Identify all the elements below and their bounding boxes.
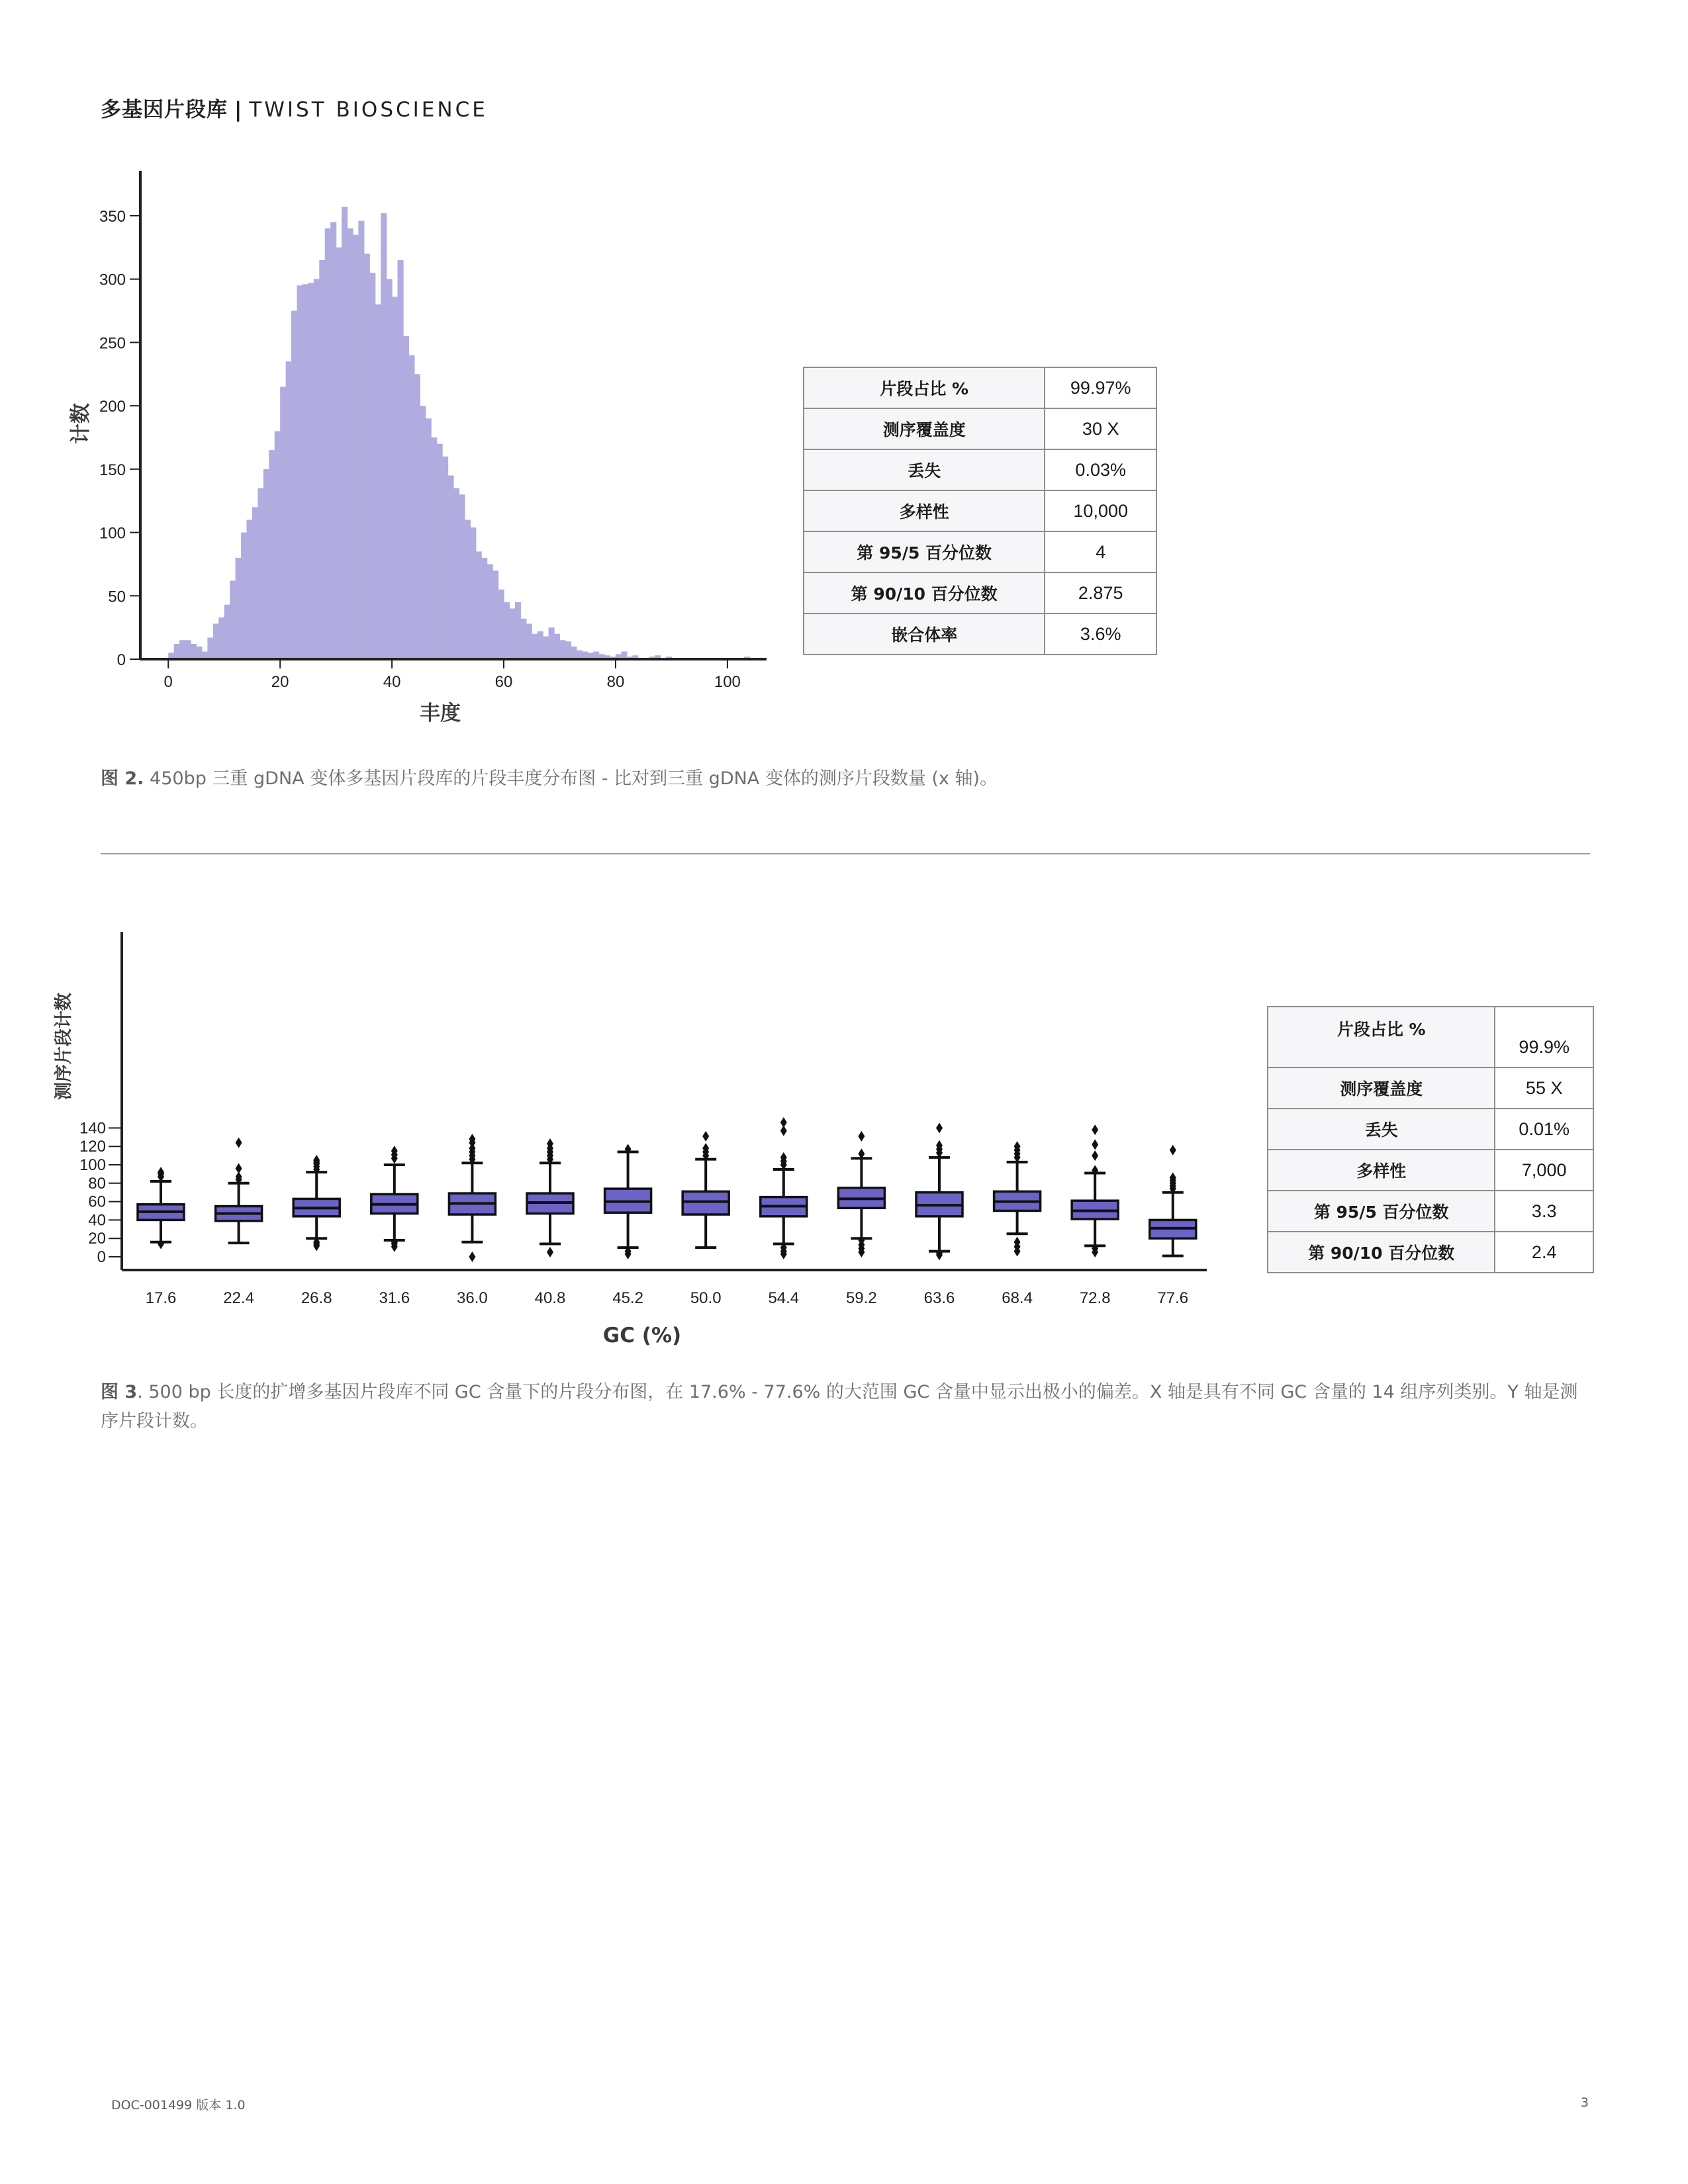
histogram-bar xyxy=(286,361,292,659)
x-tick-label: 100 xyxy=(714,673,741,691)
histogram-bar xyxy=(280,387,286,659)
histogram-bar xyxy=(263,469,269,659)
x-tick-label: 0 xyxy=(164,673,173,691)
y-tick-label: 200 xyxy=(99,398,126,416)
histogram-bar xyxy=(291,311,297,659)
stats-row xyxy=(804,572,1156,614)
y-tick-label: 300 xyxy=(99,271,126,289)
box-77.6 xyxy=(1150,1145,1196,1256)
stats-label: 片段占比 % xyxy=(1268,1007,1495,1068)
stats-row xyxy=(804,490,1156,531)
histogram-bar xyxy=(246,520,252,659)
stats-value: 7,000 xyxy=(1495,1150,1593,1191)
stats-row xyxy=(804,449,1156,490)
stats-row xyxy=(1268,1232,1593,1273)
histogram-bar xyxy=(269,450,275,659)
stats-row xyxy=(804,531,1156,572)
histogram-bar xyxy=(353,235,359,659)
histogram-bar xyxy=(314,279,320,659)
stats-row xyxy=(1268,1191,1593,1232)
stats-label: 第 90/10 百分位数 xyxy=(804,572,1045,614)
histogram-bar xyxy=(577,651,583,659)
y-tick-label: 100 xyxy=(79,1156,106,1174)
stats-value: 55 X xyxy=(1495,1068,1593,1109)
x-tick-label: 17.6 xyxy=(145,1289,177,1307)
histogram-bar xyxy=(498,590,504,659)
histogram-bar xyxy=(504,602,510,659)
x-tick-label: 40.8 xyxy=(534,1289,566,1307)
stats-label: 测序覆盖度 xyxy=(1268,1068,1495,1109)
histogram-bar xyxy=(509,608,515,659)
box-68.4 xyxy=(994,1141,1041,1256)
stats-value: 3.3 xyxy=(1495,1191,1593,1232)
stats-value: 99.9% xyxy=(1495,1007,1593,1068)
outlier-point xyxy=(158,1239,164,1250)
histogram-bar xyxy=(375,304,381,659)
y-tick-label: 120 xyxy=(79,1138,106,1156)
histogram-bar xyxy=(191,644,197,659)
x-tick-label: 72.8 xyxy=(1079,1289,1111,1307)
box-40.8 xyxy=(527,1138,573,1257)
histogram-bar xyxy=(207,637,213,659)
boxplot-x-ticks xyxy=(146,1289,1189,1307)
x-tick-label: 26.8 xyxy=(301,1289,332,1307)
histogram-bar xyxy=(336,248,342,659)
histogram-bar xyxy=(408,355,414,659)
histogram-bar xyxy=(308,283,314,659)
stats-value: 99.97% xyxy=(1045,367,1156,408)
histogram-bar xyxy=(431,437,437,659)
stats-label: 丢失 xyxy=(1268,1109,1495,1150)
outlier-point xyxy=(236,1138,242,1148)
x-tick-label: 54.4 xyxy=(768,1289,800,1307)
boxplot-boxes xyxy=(138,1117,1196,1262)
histogram-x-ticks xyxy=(164,659,741,691)
stats-value: 2.4 xyxy=(1495,1232,1593,1273)
header-brand: TWIST BIOSCIENCE xyxy=(249,98,488,122)
histogram-bar xyxy=(185,640,191,659)
outlier-point xyxy=(858,1131,865,1142)
figure3-caption xyxy=(101,1378,1590,1436)
section-divider xyxy=(101,853,1590,854)
x-tick-label: 68.4 xyxy=(1002,1289,1033,1307)
histogram-bar xyxy=(538,631,543,659)
abundance-histogram xyxy=(0,0,774,725)
stats-row xyxy=(1268,1109,1593,1150)
stats-value: 10,000 xyxy=(1045,490,1156,531)
histogram-bar xyxy=(330,222,336,659)
box-63.6 xyxy=(916,1122,962,1260)
y-tick-label: 100 xyxy=(99,524,126,543)
outlier-point xyxy=(1092,1139,1098,1150)
histogram-bar xyxy=(252,507,258,659)
box-36.0 xyxy=(449,1134,495,1262)
box-50.0 xyxy=(682,1131,729,1248)
stats-value: 0.03% xyxy=(1045,449,1156,490)
histogram-bar xyxy=(515,602,521,659)
x-tick-label: 20 xyxy=(271,673,289,691)
stats-value: 3.6% xyxy=(1045,614,1156,655)
histogram-bar xyxy=(364,253,370,659)
x-tick-label: 77.6 xyxy=(1157,1289,1189,1307)
stats-label: 第 95/5 百分位数 xyxy=(804,531,1045,572)
histogram-bar xyxy=(559,640,565,659)
histogram-bar xyxy=(549,627,555,659)
boxplot-y-label: 测序片段计数 xyxy=(54,993,74,1100)
x-tick-label: 22.4 xyxy=(223,1289,254,1307)
outlier-point xyxy=(469,1251,475,1262)
outlier-point xyxy=(1170,1145,1176,1156)
y-tick-label: 40 xyxy=(88,1211,106,1230)
stats-label: 第 90/10 百分位数 xyxy=(1268,1232,1495,1273)
histogram-bar xyxy=(258,488,263,659)
stats-row xyxy=(1268,1150,1593,1191)
stats-row xyxy=(1268,1068,1593,1109)
outlier-point xyxy=(702,1131,709,1142)
outlier-point xyxy=(1092,1150,1098,1161)
histogram-bar xyxy=(481,558,487,659)
histogram-bar xyxy=(398,260,404,659)
x-tick-label: 50.0 xyxy=(690,1289,722,1307)
histogram-bar xyxy=(476,551,482,659)
box-31.6 xyxy=(371,1146,418,1252)
histogram-bar xyxy=(241,533,247,659)
y-tick-label: 50 xyxy=(108,588,126,606)
histogram-bar xyxy=(230,580,236,659)
x-tick-label: 63.6 xyxy=(923,1289,955,1307)
histogram-y-label: 计数 xyxy=(69,403,93,444)
y-tick-label: 60 xyxy=(88,1193,106,1211)
histogram-bar xyxy=(369,273,375,659)
histogram-bar xyxy=(342,207,348,659)
stats-row xyxy=(804,367,1156,408)
histogram-bars xyxy=(168,207,755,659)
x-tick-label: 60 xyxy=(494,673,513,691)
stats-row xyxy=(804,614,1156,655)
figure3-caption-label: 图 3 xyxy=(101,1382,138,1402)
histogram-bar xyxy=(236,558,242,659)
outlier-point xyxy=(236,1163,242,1174)
histogram-bar xyxy=(492,570,498,659)
histogram-bar xyxy=(348,228,353,659)
histogram-bar xyxy=(358,221,364,659)
histogram-bar xyxy=(403,336,409,659)
histogram-bar xyxy=(526,623,532,659)
boxplot-y-ticks xyxy=(79,1119,122,1266)
histogram-bar xyxy=(465,520,471,659)
boxplot-x-label: GC (%) xyxy=(602,1324,682,1347)
box-54.4 xyxy=(761,1117,807,1259)
histogram-y-ticks xyxy=(99,208,140,669)
histogram-bar xyxy=(387,279,393,659)
histogram-bar xyxy=(554,634,560,659)
box-72.8 xyxy=(1072,1124,1118,1257)
box-17.6 xyxy=(138,1167,184,1249)
histogram-bar xyxy=(174,644,180,659)
histogram-bar xyxy=(565,641,571,659)
histogram-bar xyxy=(381,213,387,659)
y-tick-label: 80 xyxy=(88,1174,106,1193)
stats-label: 多样性 xyxy=(804,490,1045,531)
figure2-caption-text: 450bp 三重 gDNA 变体多基因片段库的片段丰度分布图 - 比对到三重 gDNA 变体的测序片段数量 (x 轴)。 xyxy=(144,768,998,789)
histogram-bar xyxy=(275,431,281,659)
histogram-bar xyxy=(453,488,459,659)
outlier-point xyxy=(547,1247,553,1257)
stats-value: 2.875 xyxy=(1045,572,1156,614)
box-26.8 xyxy=(293,1155,340,1251)
histogram-bar xyxy=(448,475,454,659)
histogram-bar xyxy=(543,637,549,659)
figure2-caption-label: 图 2. xyxy=(101,768,144,789)
outlier-point xyxy=(780,1117,787,1128)
y-tick-label: 350 xyxy=(99,208,126,226)
stats-label: 嵌合体率 xyxy=(804,614,1045,655)
stats-label: 测序覆盖度 xyxy=(804,408,1045,449)
histogram-bar xyxy=(426,418,432,659)
x-tick-label: 31.6 xyxy=(379,1289,410,1307)
x-tick-label: 45.2 xyxy=(612,1289,643,1307)
y-tick-label: 0 xyxy=(117,651,126,669)
stats-label: 第 95/5 百分位数 xyxy=(1268,1191,1495,1232)
histogram-bar xyxy=(196,647,202,659)
histogram-bar xyxy=(325,228,331,659)
stats-value: 4 xyxy=(1045,531,1156,572)
stats-value: 0.01% xyxy=(1495,1109,1593,1150)
header-title: 多基因片段库 xyxy=(101,98,228,122)
figure3-caption-text: . 500 bp 长度的扩增多基因片段库不同 GC 含量下的片段分布图，在 17.6% - 77.6% 的大范围 GC 含量中显示出极小的偏差。X 轴是具有不同 GC 含量的 14 组序列类别。Y 轴是测序片段计数。 xyxy=(101,1382,1578,1432)
y-tick-label: 140 xyxy=(79,1119,106,1138)
histogram-bar xyxy=(303,284,308,659)
histogram-bar xyxy=(442,457,448,659)
histogram-bar xyxy=(520,619,526,659)
box-45.2 xyxy=(605,1144,651,1259)
stats-value: 30 X xyxy=(1045,408,1156,449)
stats-label: 片段占比 % xyxy=(804,367,1045,408)
box-59.2 xyxy=(838,1131,884,1257)
histogram-bar xyxy=(420,406,426,659)
box-iqr xyxy=(682,1191,729,1214)
x-tick-label: 40 xyxy=(383,673,401,691)
histogram-bar xyxy=(470,527,476,659)
y-tick-label: 250 xyxy=(99,334,126,353)
stats-label: 丢失 xyxy=(804,449,1045,490)
x-tick-label: 36.0 xyxy=(457,1289,488,1307)
histogram-bar xyxy=(213,623,219,659)
stats-row xyxy=(1268,1007,1593,1068)
histogram-bar xyxy=(414,374,420,659)
figure2-stats-table xyxy=(803,367,1157,655)
footer-page-number: 3 xyxy=(1580,2095,1589,2110)
stats-label: 多样性 xyxy=(1268,1150,1495,1191)
histogram-bar xyxy=(392,297,398,659)
histogram-bar xyxy=(218,617,224,659)
y-tick-label: 150 xyxy=(99,461,126,479)
gc-boxplot xyxy=(0,913,1238,1390)
x-tick-label: 80 xyxy=(606,673,625,691)
outlier-point xyxy=(1092,1124,1098,1135)
histogram-bar xyxy=(459,494,465,659)
outlier-point xyxy=(936,1248,943,1258)
stats-row xyxy=(804,408,1156,449)
figure3-stats-table xyxy=(1267,1006,1594,1273)
histogram-x-label: 丰度 xyxy=(420,702,461,725)
histogram-bar xyxy=(224,605,230,659)
histogram-bar xyxy=(437,444,443,659)
histogram-bar xyxy=(319,260,325,659)
y-tick-label: 0 xyxy=(97,1248,106,1266)
histogram-bar xyxy=(179,640,185,659)
header-separator: | xyxy=(234,98,243,122)
outlier-point xyxy=(936,1122,943,1133)
histogram-bar xyxy=(571,647,577,659)
figure2-caption xyxy=(101,764,1590,794)
y-tick-label: 20 xyxy=(88,1230,106,1248)
box-22.4 xyxy=(216,1138,262,1244)
footer-doc-id: DOC-001499 版本 1.0 xyxy=(111,2098,246,2113)
x-tick-label: 59.2 xyxy=(846,1289,877,1307)
histogram-bar xyxy=(297,285,303,659)
histogram-bar xyxy=(532,634,538,659)
histogram-bar xyxy=(487,564,493,659)
